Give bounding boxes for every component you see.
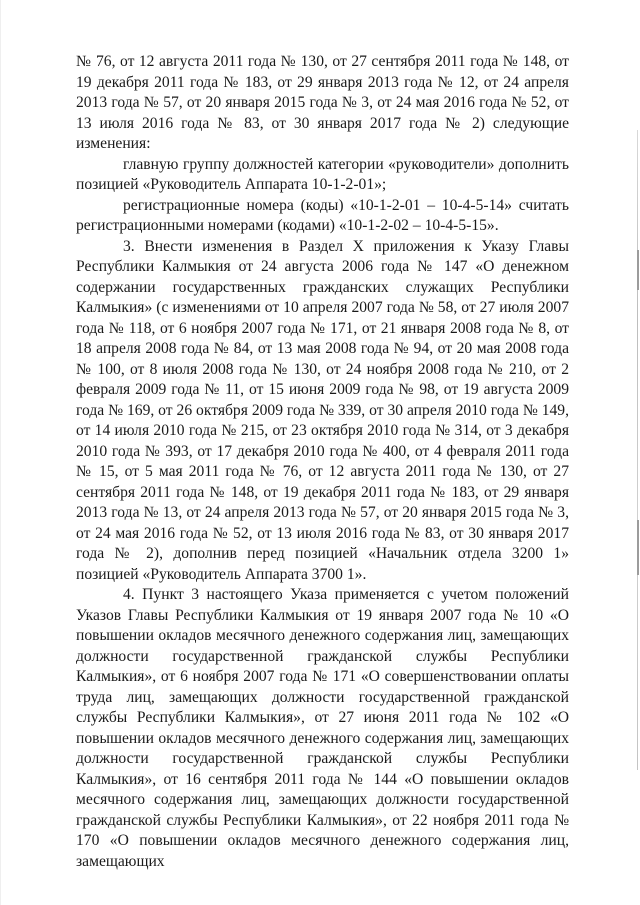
scan-edge-mark	[637, 250, 639, 290]
paragraph-item-3: 3. Внести изменения в Раздел X приложения к Указу Главы Республики Калмыкия от 24 августа 2006 года № 147 «О денежном содержании государственных гражданских служащих Республики Калмыкия» (с изменениями от 10 апреля 2007 года № 58, от 27 июля 2007 года № 118, от 6 ноября 2007 года № 171, от 21 января 2008 года № 8, от 18 апреля 2008 года № 84, от 13 мая 2008 года № 94, от 20 мая 2008 года № 100, от 8 июля 2008 года № 130, от 24 ноября 2008 года № 210, от 2 февраля 2009 года № 11, от 15 июня 2009 года № 98, от 19 августа 2009 года № 169, от 26 октября 2009 года № 339, от 30 апреля 2010 года № 149, от 14 июля 2010 года № 215, от 23 октября 2010 года № 314, от 3 декабря 2010 года № 393, от 17 декабря 2010 года № 400, от 4 февраля 2011 года № 15, от 5 мая 2011 года № 76, от 12 августа 2011 года № 130, от 27 сентября 2011 года № 148, от 19 декабря 2011 года № 183, от 29 января 2013 года № 13, от 24 апреля 2013 года № 57, от 20 января 2015 года № 3, от 24 мая 2016 года № 52, от 13 июля 2016 года № 83, от 30 января 2017 года № 2), дополнив перед позицией «Начальник отдела 3200 1» позицией «Руководитель Аппарата 3700 1».	[76, 237, 569, 583]
scan-edge-mark	[637, 520, 639, 575]
paragraph-item-4: 4. Пункт 3 настоящего Указа применяется с учетом положений Указов Главы Республики Калмыкия от 19 января 2007 года № 10 «О повышении окладов месячного денежного содержания лиц, замещающих должности государственной гражданской службы Республики Калмыкия», от 6 ноября 2007 года № 171 «О совершенствовании оплаты труда лиц, замещающих должности государственной гражданской службы Республики Калмыкия», от 27 июня 2011 года № 102 «О повышении окладов месячного денежного содержания лиц, замещающих должности государственной гражданской службы Республики Калмыкия», от 16 сентября 2011 года № 144 «О повышении окладов месячного содержания лиц, замещающих должности государственной гражданской службы Республики Калмыкия», от 22 ноября 2011 года № 170 «О повышении окладов месячного денежного содержания лиц, замещающих	[76, 586, 569, 870]
scan-left-edge	[0, 0, 1, 905]
document-body	[76, 52, 569, 872]
paragraph-continuation: № 76, от 12 августа 2011 года № 130, от 27 сентября 2011 года № 148, от 19 декабря 2011 года № 183, от 29 января 2013 года № 12, от 24 апреля 2013 года № 57, от 20 января 2015 года № 3, от 24 мая 2016 года № 52, от 13 июля 2016 года № 83, от 30 января 2017 года № 2) следующие изменения:	[76, 53, 569, 152]
paragraph-management-group: главную группу должностей категории «руководители» дополнить позицией «Руководитель Аппарата 10-1-2-01»;	[76, 155, 569, 193]
scan-right-edge	[637, 130, 638, 770]
paragraph-registration-codes: регистрационные номера (коды) «10-1-2-01 – 10-4-5-14» считать регистрационными номерами (кодами) «10-1-2-02 – 10-4-5-15».	[76, 196, 569, 234]
